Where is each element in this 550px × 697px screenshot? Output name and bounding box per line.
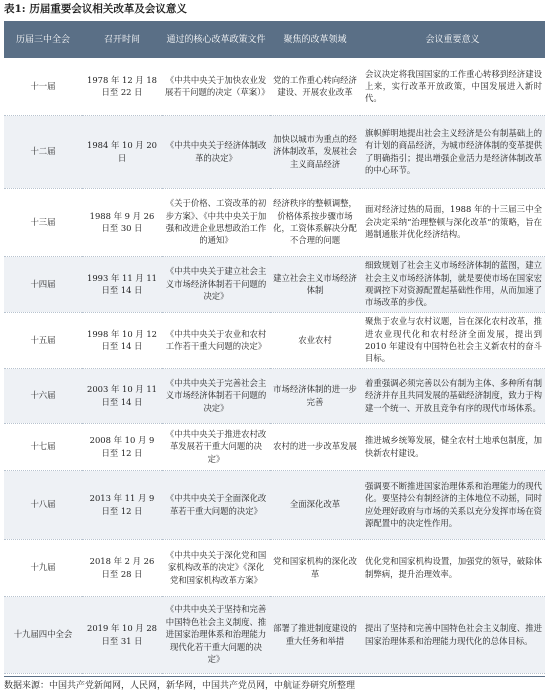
cell-field: 农业农村 [270,312,360,368]
cell-date: 1988 年 9 月 26 日至 30 日 [82,188,162,256]
table-row [4,312,545,368]
cell-field: 全面深化改革 [270,470,360,539]
cell-session: 十六届 [4,368,82,423]
cell-field: 农村的进一步改革发展 [270,423,360,470]
cell-document: 《关于价格、工资改革的初步方案》、《中共中央关于加强和改进企业思想政治工作的通知》 [162,188,270,256]
cell-session: 十五届 [4,312,82,368]
header-field: 聚焦的改革领域 [270,21,360,58]
table-row [4,596,545,673]
cell-field: 党和国家机构的深化改革 [270,539,360,596]
cell-meaning: 推进城乡统筹发展，健全农村土地承包制度，加快新农村建设。 [360,423,545,470]
cell-date: 1998 年 10 月 12 日至 14 日 [82,312,162,368]
cell-document: 《中共中央关于建立社会主义市场经济体制若干问题的决定》 [162,256,270,312]
table-row [4,368,545,423]
cell-date: 2013 年 11 月 9 日至 12 日 [82,470,162,539]
cell-field: 市场经济体制的进一步完善 [270,368,360,423]
table-header-row [4,21,545,58]
cell-meaning: 提出了坚持和完善中国特色社会主义制度、推进国家治理体系和治理能力现代化的总体目标。 [360,596,545,673]
cell-date: 2003 年 10 月 11 日至 14 日 [82,368,162,423]
table-row [4,470,545,539]
cell-document: 《中共中央关于坚持和完善中国特色社会主义制度、推进国家治理体系和治理能力现代化若干重大问题的决定》 [162,596,270,673]
reform-table [4,21,545,674]
cell-document: 《中共中央关于经济体制改革的决定》 [162,115,270,188]
cell-date: 2019 年 10 月 28 日至 31 日 [82,596,162,673]
header-date: 召开时间 [82,21,162,58]
cell-session: 十二届 [4,115,82,188]
header-document: 通过的核心改革政策文件 [162,21,270,58]
cell-meaning: 会议决定将我国国家的工作重心转移到经济建设上来，实行改革开放政策，中国发展进入新时代。 [360,58,545,115]
cell-date: 2018 年 2 月 26 日至 28 日 [82,539,162,596]
cell-meaning: 面对经济过热的局面，1988 年的十三届三中全会决定采纳“治理整顿与深化改革”的策略，旨在遏制通胀并优化经济结构。 [360,188,545,256]
cell-date: 1984 年 10 月 20 日 [82,115,162,188]
data-source-note: 数据来源：中国共产党新闻网，人民网，新华网，中国共产党员网，中航证券研究所整理 [4,681,356,691]
header-meaning: 会议重要意义 [360,21,545,58]
cell-meaning: 强调要不断推进国家治理体系和治理能力的现代化。要坚持公有制经济的主体地位不动摇，同时应处理好政府与市场的关系以充分发挥市场在资源配置中的决定性作用。 [360,470,545,539]
cell-field: 部署了推进制度建设的重大任务和举措 [270,596,360,673]
table-row [4,256,545,312]
cell-field: 党的工作重心转向经济建设、开展农业改革 [270,58,360,115]
table-bottom-rule [4,676,545,677]
cell-session: 十九届四中全会 [4,596,82,673]
cell-document: 《中共中央关于完善社会主义市场经济体制若干问题的决定》 [162,368,270,423]
cell-date: 2008 年 10 月 9 日至 12 日 [82,423,162,470]
cell-meaning: 聚焦于农业与农村议题，旨在深化农村改革，推进农业现代化和农村经济全面发展，提出到 2010 年建设有中国特色社会主义新农村的奋斗目标。 [360,312,545,368]
cell-meaning: 着重强调必须完善以公有制为主体、多种所有制经济并存且共同发展的基础经济制度，致力于构建一个统一、开放且竞争有序的现代市场体系。 [360,368,545,423]
cell-session: 十三届 [4,188,82,256]
cell-document: 《中共中央关于加快农业发展若干问题的决定（草案）》 [162,58,270,115]
table-row [4,423,545,470]
cell-session: 十一届 [4,58,82,115]
cell-meaning: 优化党和国家机构设置，加强党的领导，破除体制弊病，提升治理效率。 [360,539,545,596]
table-title: 表1: 历届重要会议相关改革及会议意义 [4,3,187,15]
cell-document: 《中共中央关于全面深化改革若干重大问题的决定》 [162,470,270,539]
cell-date: 1993 年 11 月 11 日至 14 日 [82,256,162,312]
cell-field: 加快以城市为重点的经济体制改革，发展社会主义商品经济 [270,115,360,188]
cell-session: 十九届 [4,539,82,596]
cell-session: 十四届 [4,256,82,312]
table-row [4,539,545,596]
cell-date: 1978 年 12 月 18 日至 22 日 [82,58,162,115]
table-row [4,115,545,188]
cell-meaning: 旗帜鲜明地提出社会主义经济是公有制基础上的有计划的商品经济，为城市经济体制的变革提供了明确指引；提出增强企业活力是经济体制改革的中心环节。 [360,115,545,188]
cell-document: 《中共中央关于推进农村改革发展若干重大问题的决定》 [162,423,270,470]
cell-document: 《中共中央关于农业和农村工作若干重大问题的决定》 [162,312,270,368]
cell-document: 《中共中央关于深化党和国家机构改革的决定》《深化党和国家机构改革方案》 [162,539,270,596]
table-row [4,58,545,115]
cell-session: 十八届 [4,470,82,539]
header-session: 历届三中全会 [4,21,82,58]
cell-session: 十七届 [4,423,82,470]
table-row [4,188,545,256]
cell-meaning: 细致规划了社会主义市场经济体制的蓝图，建立社会主义市场经济体制，就是要使市场在国家宏观调控下对资源配置起基础性作用，从而加速了市场改革的步伐。 [360,256,545,312]
cell-field: 建立社会主义市场经济体制 [270,256,360,312]
cell-field: 经济秩序的整顿调整，价格体系按步骤市场化，工资体系解决分配不合理的问题 [270,188,360,256]
